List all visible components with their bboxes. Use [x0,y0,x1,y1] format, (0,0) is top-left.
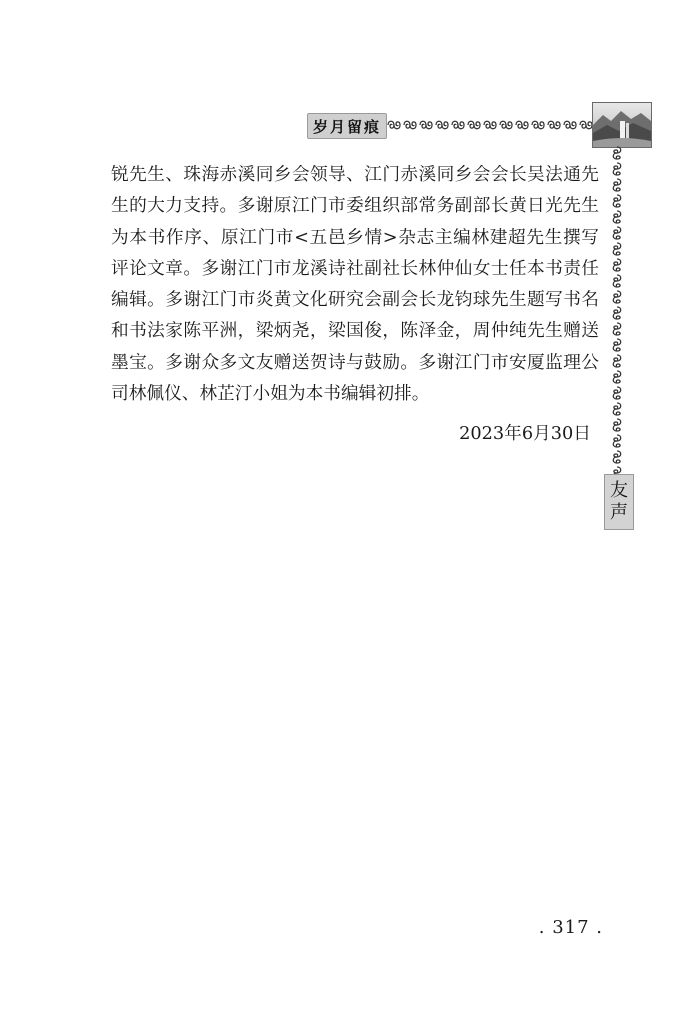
side-tab-char-1: 友 [610,480,628,501]
section-title-tab [307,113,387,139]
page-number: . 317 . [538,917,603,938]
date-line: 2023年6月30日 [459,424,591,444]
side-ornament-icon [606,146,628,476]
header-ornament-icon [386,116,598,134]
section-title: 岁月留痕 [312,117,381,136]
side-chapter-tab [604,474,634,530]
body-paragraph: 锐先生、珠海赤溪同乡会领导、江门赤溪同乡会会长吴法通先生的大力支持。多谢原江门市委组织部常务副部长黄日光先生为本书作序、原江门市<五邑乡情>杂志主编林建超先生撰写评论文章。多谢江门市龙溪诗社副社长林仲仙女士任本书责任编辑。多谢江门市炎黄文化研究会副会长龙钧球先生题写书名和书法家陈平洲，梁炳尧，梁国俊，陈泽金，周仲纯先生赠送墨宝。多谢众多文友赠送贺诗与鼓励。多谢江门市安厦监理公司林佩仪、林芷汀小姐为本书编辑初排。 [111,165,599,405]
side-tab-char-2: 声 [610,502,628,523]
landscape-photo-icon [592,102,652,148]
